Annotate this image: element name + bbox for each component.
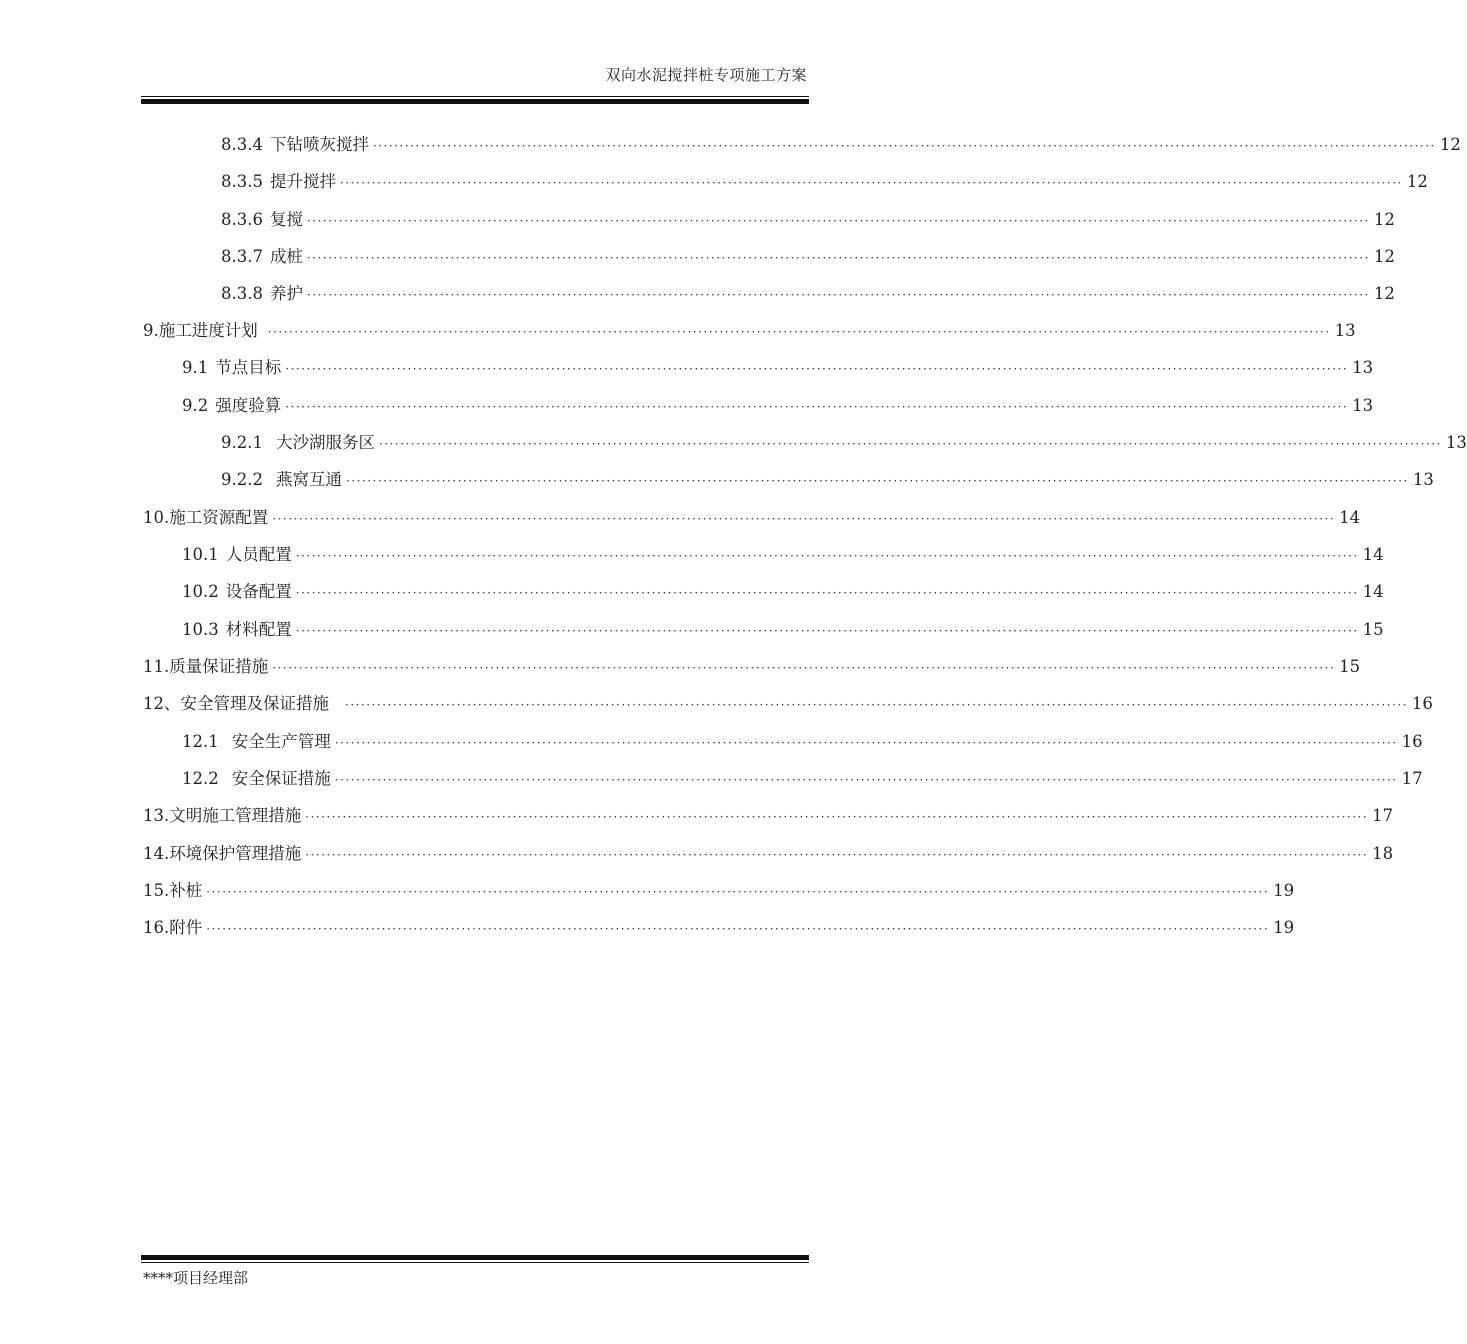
toc-entry-number: 12.2 <box>182 769 219 788</box>
toc-entry-label: 设备配置 <box>225 582 292 601</box>
toc-entry[interactable] <box>182 768 1423 790</box>
toc-entry-label: 质量保证措施 <box>169 657 269 676</box>
toc-entry-number: 9.2 <box>182 396 209 415</box>
toc-entry-number: 8.3.6 <box>221 210 263 229</box>
toc-entry-label: 安全管理及保证措施 <box>180 694 329 713</box>
toc-entry-number: 9. <box>143 321 159 340</box>
dot-leader: ········································································································································································································ <box>267 325 1331 339</box>
toc-entry-number: 8.3.4 <box>221 135 263 154</box>
toc-entry-label: 材料配置 <box>225 620 292 639</box>
toc-entry[interactable] <box>182 581 1384 603</box>
toc-entry-label: 提升搅拌 <box>269 172 336 191</box>
toc-entry[interactable] <box>221 469 1434 491</box>
toc-entry-label: 施工进度计划 <box>158 321 258 340</box>
dot-leader: ········································································································································································································ <box>306 251 1370 265</box>
dot-leader: ········································································································································································································ <box>272 512 1336 526</box>
toc-entry-number: 8.3.5 <box>221 172 263 191</box>
toc-entry-number: 16. <box>143 918 170 937</box>
dot-leader: ········································································································································································································ <box>305 810 1369 824</box>
dot-leader: ········································································································································································································ <box>306 288 1370 302</box>
toc-entry-label: 安全保证措施 <box>231 769 331 788</box>
toc-entry-number: 15. <box>143 881 170 900</box>
toc-entry-number: 11. <box>143 657 170 676</box>
toc-entry[interactable] <box>143 507 1361 529</box>
toc-entry-label: 节点目标 <box>215 358 282 377</box>
toc-entry-number: 10.2 <box>182 582 219 601</box>
toc-entry-page: 14 <box>1339 508 1361 527</box>
toc-entry-page: 19 <box>1273 881 1295 900</box>
toc-entry-number: 8.3.7 <box>221 247 263 266</box>
toc-entry-label: 养护 <box>269 284 303 303</box>
toc-entry-label: 安全生产管理 <box>231 732 331 751</box>
toc-entry-label: 成桩 <box>269 247 303 266</box>
toc-entry-label: 人员配置 <box>225 545 292 564</box>
toc-entry-number: 9.2.2 <box>221 470 263 489</box>
dot-leader: ········································································································································································································ <box>339 176 1403 190</box>
toc-entry-label: 文明施工管理措施 <box>169 806 302 825</box>
toc-entry-page: 15 <box>1362 620 1384 639</box>
toc-entry-page: 15 <box>1339 657 1361 676</box>
toc-entry-page: 12 <box>1439 135 1461 154</box>
toc-entry-number: 9.1 <box>182 358 209 377</box>
toc-entry-number: 8.3.8 <box>221 284 263 303</box>
dot-leader: ········································································································································································································ <box>285 362 1349 376</box>
toc-entry-number: 14. <box>143 844 170 863</box>
toc-entry-label: 下钻喷灰搅拌 <box>269 135 369 154</box>
dot-leader: ········································································································································································································ <box>295 549 1359 563</box>
dot-leader: ········································································································································································································ <box>345 474 1409 488</box>
toc-entry-label: 燕窝互通 <box>275 470 342 489</box>
dot-leader: ········································································································································································································ <box>372 139 1436 153</box>
toc-entry-label: 环境保护管理措施 <box>169 844 302 863</box>
toc-entry-page: 12 <box>1406 172 1428 191</box>
toc-entry-number: 9.2.1 <box>221 433 263 452</box>
toc-entry[interactable] <box>143 805 1394 827</box>
toc-entry-page: 17 <box>1372 806 1394 825</box>
toc-entry-label: 附件 <box>169 918 203 937</box>
toc-entry-number: 13. <box>143 806 170 825</box>
toc-entry-label: 大沙湖服务区 <box>275 433 375 452</box>
toc-entry[interactable] <box>221 134 1461 156</box>
dot-leader: ········································································································································································································ <box>206 922 1270 936</box>
toc-entry-page: 13 <box>1445 433 1467 452</box>
toc-entry[interactable] <box>143 693 1433 715</box>
toc-entry[interactable] <box>143 656 1361 678</box>
toc-entry-number: 12.1 <box>182 732 219 751</box>
toc-entry-page: 12 <box>1373 210 1395 229</box>
toc-entry-page: 17 <box>1401 769 1423 788</box>
dot-leader: ········································································································································································································ <box>378 437 1442 451</box>
toc-entry[interactable] <box>143 320 1356 342</box>
dot-leader: ········································································································································································································ <box>272 661 1336 675</box>
toc-entry[interactable] <box>221 171 1428 193</box>
toc-entry[interactable] <box>182 619 1384 641</box>
dot-leader: ········································································································································································································ <box>306 214 1370 228</box>
toc-entry[interactable] <box>182 731 1423 753</box>
toc-entry-page: 12 <box>1373 247 1395 266</box>
toc-entry-number: 12、 <box>143 694 181 713</box>
toc-entry[interactable] <box>221 246 1395 268</box>
toc-entry-page: 18 <box>1372 844 1394 863</box>
header-rule <box>141 96 809 104</box>
toc-entry-number: 10.3 <box>182 620 219 639</box>
dot-leader: ········································································································································································································ <box>285 400 1349 414</box>
toc-entry[interactable] <box>143 880 1295 902</box>
toc-entry-label: 复搅 <box>269 210 303 229</box>
toc-entry[interactable] <box>182 544 1384 566</box>
toc-entry-page: 13 <box>1334 321 1356 340</box>
toc-entry-page: 19 <box>1273 918 1295 937</box>
toc-entry-number: 10.1 <box>182 545 219 564</box>
toc-entry[interactable] <box>221 432 1467 454</box>
toc-entry-page: 13 <box>1352 358 1374 377</box>
dot-leader: ········································································································································································································ <box>206 885 1270 899</box>
toc-entry-page: 16 <box>1411 694 1433 713</box>
toc-entry-page: 13 <box>1412 470 1434 489</box>
dot-leader: ········································································································································································································ <box>295 586 1359 600</box>
dot-leader: ········································································································································································································ <box>295 624 1359 638</box>
toc-entry[interactable] <box>182 395 1374 417</box>
footer-text: ****项目经理部 <box>143 1269 249 1287</box>
toc-entry-label: 补桩 <box>169 881 203 900</box>
dot-leader: ········································································································································································································ <box>334 773 1398 787</box>
toc-entry-page: 12 <box>1373 284 1395 303</box>
toc-entry[interactable] <box>143 843 1394 865</box>
toc-entry[interactable] <box>221 283 1395 305</box>
toc-entry-page: 14 <box>1362 582 1384 601</box>
toc-entry-number: 10. <box>143 508 170 527</box>
toc-entry-label: 施工资源配置 <box>169 508 269 527</box>
toc-entry-page: 13 <box>1352 396 1374 415</box>
footer-rule <box>141 1255 809 1263</box>
toc-entry-page: 16 <box>1401 732 1423 751</box>
toc-entry[interactable] <box>182 357 1374 379</box>
header-title: 双向水泥搅拌桩专项施工方案 <box>605 66 807 84</box>
dot-leader: ········································································································································································································ <box>305 848 1369 862</box>
toc-entry-page: 14 <box>1362 545 1384 564</box>
dot-leader: ········································································································································································································ <box>334 736 1398 750</box>
toc-entry[interactable] <box>221 209 1395 231</box>
toc-entry[interactable] <box>143 917 1295 939</box>
toc-entry-label: 强度验算 <box>215 396 282 415</box>
dot-leader: ········································································································································································································ <box>345 698 1408 712</box>
